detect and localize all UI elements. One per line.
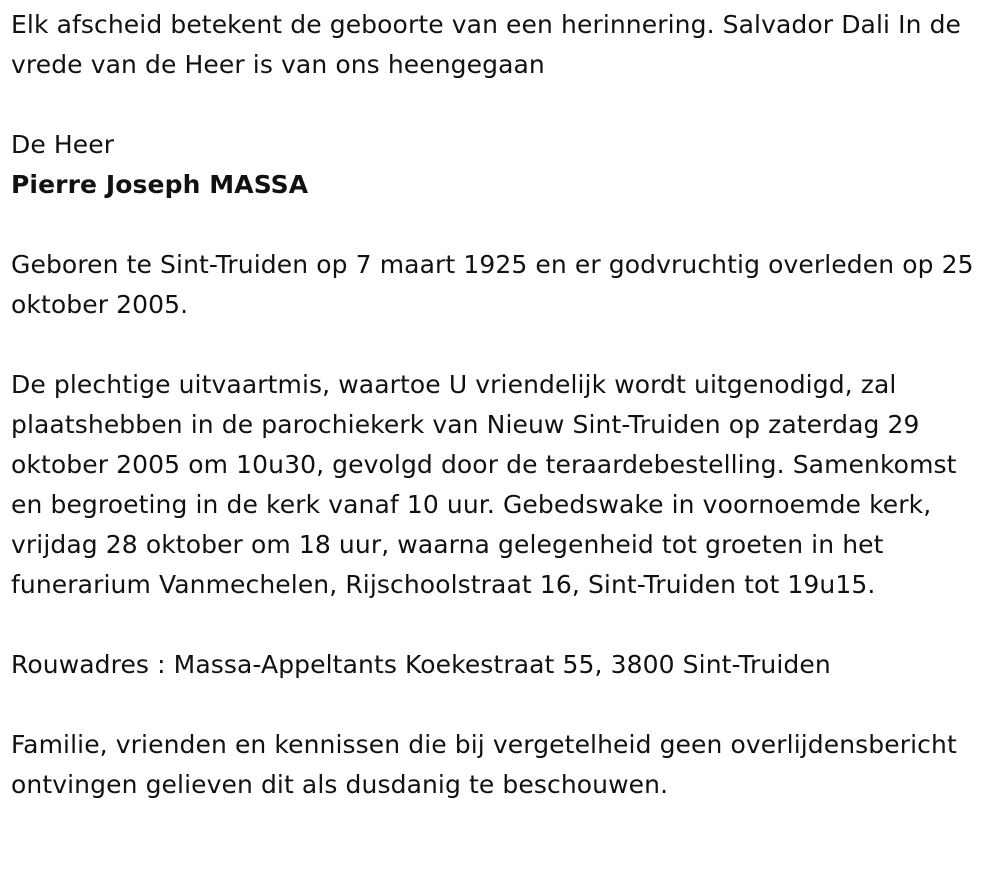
honorific-title: De Heer xyxy=(11,130,115,159)
deceased-name: Pierre Joseph MASSA xyxy=(11,170,309,199)
obituary-notice xyxy=(11,5,991,805)
funeral-details-paragraph: De plechtige uitvaartmis, waartoe U vriendelijk wordt uitgenodigd, zal plaatshebben in de parochiekerk van Nieuw Sint-Truiden op zaterdag 29 oktober 2005 om 10u30, gevolgd door de teraardebestelling. Samenkomst en begroeting in de kerk vanaf 10 uur. Gebedswake in voornoemde kerk, vrijdag 28 oktober om 18 uur, waarna gelegenheid tot groeten in het funerarium Vanmechelen, Rijschoolstraat 16, Sint-Truiden tot 19u15. xyxy=(11,370,957,599)
opening-quote: Elk afscheid betekent de geboorte van een herinnering. Salvador Dali In de vrede van de Heer is van ons heengegaan xyxy=(11,10,962,79)
mourning-address: Rouwadres : Massa-Appeltants Koekestraat 55, 3800 Sint-Truiden xyxy=(11,650,831,679)
birth-death-paragraph: Geboren te Sint-Truiden op 7 maart 1925 en er godvruchtig overleden op 25 oktober 2005. xyxy=(11,250,974,319)
closing-paragraph: Familie, vrienden en kennissen die bij vergetelheid geen overlijdensbericht ontvingen gelieven dit als dusdanig te beschouwen. xyxy=(11,730,957,799)
